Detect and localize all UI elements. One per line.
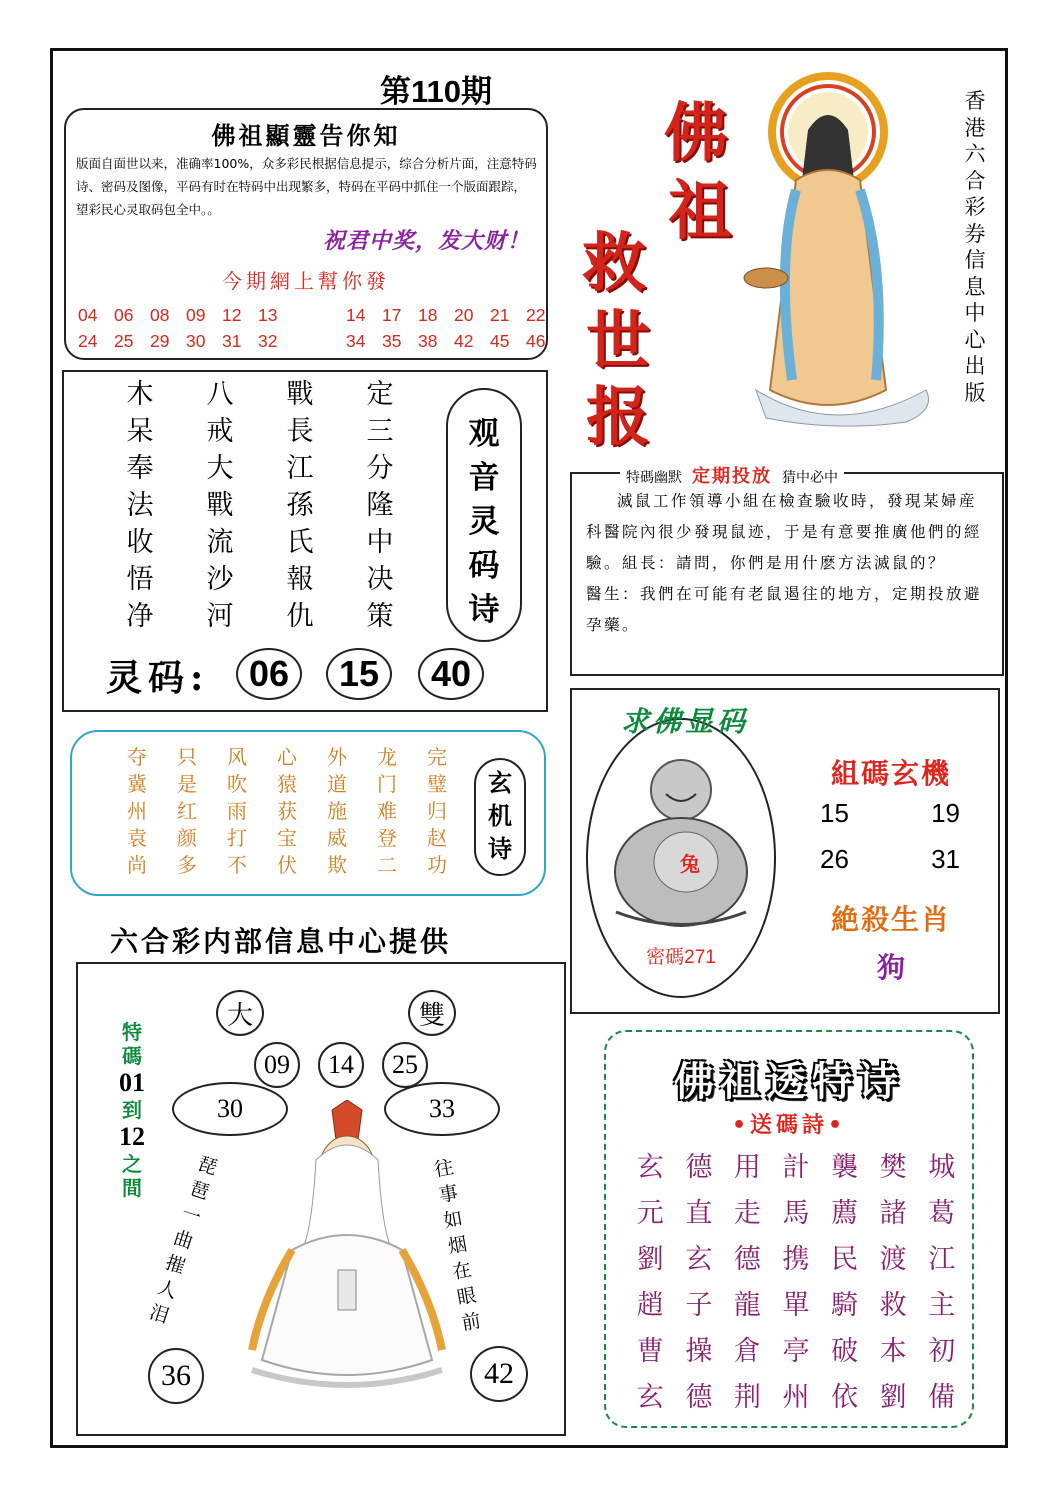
poem-char: 樊 [879, 1152, 907, 1183]
top-number: 09 [254, 1042, 300, 1088]
number-cell: 09 [186, 305, 206, 325]
label-char: 音 [468, 460, 500, 496]
poem-char: 不 [227, 853, 247, 877]
poem-char: 曹 [636, 1336, 664, 1367]
poem-char: 氏 [286, 527, 314, 558]
poem-char: 荆 [733, 1382, 761, 1413]
poem-char: 烟 [446, 1233, 469, 1259]
publisher-char: 心 [964, 327, 986, 352]
poem-char: 報 [286, 564, 314, 595]
poem-char: 袁 [127, 826, 147, 850]
poem-char: 心 [277, 745, 297, 769]
poem-char: 如 [441, 1207, 465, 1233]
buddha-belly-char: 兔 [680, 852, 700, 876]
poem-char: 戰 [206, 490, 234, 521]
poem-char: 净 [126, 601, 154, 632]
publisher-char: 香 [964, 89, 986, 113]
poem-char: 本 [879, 1336, 907, 1367]
poem-char: 三 [366, 416, 394, 447]
poem-char: 德 [733, 1244, 761, 1275]
poem-char: 门 [377, 772, 397, 796]
poem-char: 八 [206, 379, 234, 410]
poem-char: 冀 [127, 772, 147, 796]
poem-char: 亭 [782, 1336, 810, 1367]
poem-char: 道 [327, 772, 347, 796]
poem-char: 計 [782, 1152, 810, 1183]
poem-char: 功 [427, 853, 447, 877]
poem-char: 劉 [636, 1244, 664, 1275]
title-char-jiu: 救 [582, 226, 646, 301]
lingma-number: 06 [236, 648, 302, 700]
poem-char: 倉 [733, 1336, 761, 1367]
poem-char: 猿 [277, 772, 297, 796]
poem-char: 琶 [186, 1177, 212, 1205]
title-char-shi: 世 [586, 304, 650, 379]
poem-char: 宝 [277, 826, 297, 850]
tema-range [110, 1020, 154, 1200]
number-cell: 24 [78, 331, 98, 351]
poem-char: 完 [427, 745, 447, 769]
left-number-oval: 30 [172, 1082, 288, 1136]
joke-head-right: 猜中必中 [782, 470, 838, 486]
poem-char: 悟 [126, 564, 154, 595]
poem-char: 沙 [206, 564, 234, 595]
number-cell: 32 [258, 331, 278, 351]
poem-char: 难 [377, 799, 397, 823]
number-cell: 31 [222, 331, 242, 351]
poem-char: 获 [277, 799, 297, 823]
poem-char: 曲 [170, 1226, 196, 1254]
joke-paragraph: 滅鼠工作領導小組在檢查驗收時，發現某婦産科醫院內很少發現鼠迹，于是有意要推廣他們的經驗。組長：請問，你們是用什麽方法滅鼠的？ [586, 492, 983, 572]
publisher-char: 中 [964, 301, 986, 325]
poem-char: 元 [636, 1198, 664, 1229]
poem-char: 收 [126, 527, 154, 558]
tema-char: 之 [122, 1152, 142, 1176]
poem-char: 事 [437, 1181, 460, 1207]
tema-to: 12 [119, 1122, 145, 1151]
poem-char: 红 [177, 799, 197, 823]
title-char-bao: 报 [586, 380, 650, 455]
poem-char: 欺 [327, 853, 347, 877]
lingma-number: 40 [418, 648, 484, 700]
poem-char: 是 [177, 772, 197, 796]
top-number: 25 [382, 1042, 428, 1088]
poem-char: 救 [879, 1290, 907, 1321]
zuma-number: 31 [931, 844, 960, 874]
poem-char: 流 [206, 527, 234, 558]
zuma-row-2 [820, 844, 960, 875]
label-char: 机 [488, 801, 512, 830]
poem-char: 單 [782, 1290, 810, 1321]
tema-char: 特 [122, 1020, 142, 1044]
poem-char: 前 [459, 1309, 483, 1335]
poem-char: 趙 [636, 1290, 664, 1321]
poem-char: 州 [127, 799, 147, 823]
publisher-char: 信 [964, 248, 986, 272]
poem-char: 破 [831, 1336, 859, 1367]
guanyin-standing-image [736, 60, 946, 430]
poem-char: 江 [928, 1244, 956, 1275]
tema-char: 碼 [122, 1044, 142, 1068]
zuma-number: 19 [931, 798, 960, 828]
joke-text [586, 486, 990, 641]
joke-header [620, 462, 844, 488]
poem-char: 携 [782, 1244, 810, 1275]
guanyin-poem-grid [100, 380, 420, 632]
da-circle: 大 [216, 990, 264, 1036]
zuma-number: 26 [820, 844, 849, 874]
poem-char: 只 [177, 745, 197, 769]
poem-char: 吹 [227, 772, 247, 796]
poem-char: 葛 [928, 1198, 956, 1229]
poem-char: 龍 [733, 1290, 761, 1321]
label-char: 观 [468, 416, 500, 452]
poem-char: 打 [227, 826, 247, 850]
number-cell: 21 [490, 305, 510, 325]
poem-char: 颜 [177, 826, 197, 850]
poem-char: 大 [206, 453, 234, 484]
label-char: 诗 [488, 834, 512, 863]
poem-char: 登 [377, 826, 397, 850]
number-cell: 38 [418, 331, 438, 351]
poem-char: 薦 [831, 1198, 859, 1229]
number-cell: 25 [114, 331, 134, 351]
joke-paragraph: 醫生：我們在可能有老鼠遏往的地方，定期投放避孕藥。 [586, 585, 983, 634]
number-cell: 08 [150, 305, 170, 325]
title-char-zu: 祖 [668, 174, 732, 249]
poem-char: 奉 [126, 453, 154, 484]
poem-char: 用 [733, 1152, 761, 1183]
juesha-title: 絶殺生肖 [830, 903, 951, 936]
number-cell: 30 [186, 331, 206, 351]
poem-char: 玄 [636, 1382, 664, 1413]
number-cell: 06 [114, 305, 134, 325]
publisher-char: 六 [964, 142, 986, 166]
publisher-char: 券 [964, 221, 986, 246]
poem-char: 初 [928, 1336, 956, 1367]
poem-char: 主 [928, 1290, 956, 1321]
xuanji-label [474, 766, 526, 865]
songma-subtitle: •送碼詩• [731, 1113, 847, 1138]
number-cell: 12 [222, 305, 242, 325]
poem-char: 往 [432, 1156, 456, 1182]
bottom-right-number: 42 [470, 1346, 528, 1402]
poem-char: 江 [286, 453, 314, 484]
tete-title: 佛祖透特诗 [674, 1058, 904, 1105]
poem-char: 直 [685, 1198, 713, 1229]
poem-char: 操 [685, 1336, 713, 1367]
wish-text: 祝君中奖，发大财！ [322, 229, 530, 254]
poem-char: 戒 [206, 416, 234, 447]
poem-char: 人 [154, 1276, 180, 1304]
publisher-vertical [958, 88, 992, 406]
poem-char: 施 [327, 799, 347, 823]
poem-char: 定 [366, 379, 394, 410]
zuma-number: 15 [820, 798, 849, 828]
number-cell: 42 [454, 331, 474, 351]
publisher-char: 港 [964, 115, 986, 140]
poem-char: 归 [427, 799, 447, 823]
poem-char: 子 [685, 1290, 713, 1321]
poem-char: 依 [831, 1382, 859, 1413]
poem-char: 民 [831, 1244, 859, 1275]
poem-char: 渡 [879, 1244, 907, 1275]
number-cell: 20 [454, 305, 474, 325]
joke-head-title: 定期投放 [692, 466, 772, 487]
right-number-oval: 33 [384, 1082, 500, 1136]
poem-char: 眼 [455, 1284, 478, 1310]
poem-char: 呆 [126, 416, 154, 447]
intro-text: 版面自面世以来，准确率100%，众多彩民根据信息提示，综合分析片面，注意特码诗、密码及图像，平码有时在特码中出现繁多，特码在平码中抓住一个版面跟踪，望彩民心灵取码包全中。。 [76, 156, 537, 217]
poem-char: 尚 [127, 853, 147, 877]
poem-char: 雨 [227, 799, 247, 823]
tema-char: 到 [122, 1098, 142, 1122]
poem-char: 備 [928, 1382, 956, 1413]
poem-char: 玄 [685, 1244, 713, 1275]
number-cell: 45 [490, 331, 510, 351]
publisher-char: 彩 [964, 195, 986, 219]
poem-char: 襲 [831, 1152, 859, 1183]
number-cell: 29 [150, 331, 170, 351]
tete-poem-grid [626, 1152, 966, 1414]
poem-char: 分 [366, 453, 394, 484]
label-char: 灵 [468, 504, 500, 540]
issue-number: 第110期 [380, 74, 493, 109]
poem-char: 摧 [162, 1251, 188, 1279]
title-char-fo: 佛 [664, 96, 728, 171]
poem-char: 赵 [427, 826, 447, 850]
xuanji-poem-grid [112, 746, 462, 877]
poem-char: 多 [177, 853, 197, 877]
tema-from: 01 [119, 1068, 145, 1097]
poem-char: 二 [377, 853, 397, 877]
numbers-row-1 [78, 305, 562, 326]
poem-char: 州 [782, 1382, 810, 1413]
poem-char: 玄 [636, 1152, 664, 1183]
number-cell: 22 [526, 305, 546, 325]
poem-char: 木 [126, 379, 154, 410]
poem-char: 璧 [427, 772, 447, 796]
number-cell: 34 [346, 331, 366, 351]
provider-text: 六合彩内部信息中心提供 [110, 925, 452, 958]
label-char: 诗 [468, 592, 500, 628]
poem-char: 城 [928, 1152, 956, 1183]
laughing-buddha-image [606, 752, 756, 932]
poem-char: 策 [366, 601, 394, 632]
poem-char: 孫 [286, 490, 314, 521]
poem-char: 河 [206, 601, 234, 632]
poem-char: 在 [450, 1258, 474, 1284]
poem-char: 一 [178, 1202, 204, 1229]
poem-char: 德 [685, 1152, 713, 1183]
joke-head-left: 特碼幽默 [626, 470, 682, 486]
intro-title: 佛祖顯靈告你知 [211, 122, 401, 150]
publisher-char: 版 [964, 380, 986, 405]
number-cell: 14 [346, 305, 366, 325]
numbers-row-2 [78, 331, 562, 352]
zuma-title: 組碼玄機 [830, 757, 951, 790]
number-cell: 46 [526, 331, 546, 351]
guanyin-seated-image [232, 1100, 462, 1400]
poem-char: 長 [286, 416, 314, 447]
poem-char: 隆 [366, 490, 394, 521]
publisher-char: 合 [964, 168, 986, 193]
top-number: 14 [318, 1042, 364, 1088]
mima-text: 密碼271 [646, 947, 716, 968]
poem-char: 諸 [879, 1198, 907, 1229]
poem-char: 龙 [377, 745, 397, 769]
poem-char: 决 [366, 564, 394, 595]
publisher-char: 出 [964, 354, 986, 378]
juesha-value: 狗 [876, 951, 905, 984]
qiufo-title: 求佛显码 [620, 705, 749, 738]
poem-char: 伏 [277, 853, 297, 877]
poem-char: 德 [685, 1382, 713, 1413]
guanyin-poem-label [446, 412, 522, 632]
label-char: 码 [468, 548, 500, 584]
number-cell: 04 [78, 305, 98, 325]
poem-char: 威 [327, 826, 347, 850]
number-cell: 18 [418, 305, 438, 325]
tema-char: 間 [122, 1176, 142, 1200]
poem-char: 中 [366, 527, 394, 558]
poem-char: 外 [327, 745, 347, 769]
poem-char: 馬 [782, 1198, 810, 1229]
number-cell: 35 [382, 331, 402, 351]
zuma-row-1 [820, 798, 960, 829]
bottom-left-number: 36 [148, 1348, 204, 1404]
poem-char: 琵 [194, 1152, 220, 1180]
poem-char: 风 [227, 745, 247, 769]
help-title: 今期網上幫你發 [222, 269, 390, 293]
lingma-number: 15 [326, 648, 392, 700]
poem-char: 夺 [127, 745, 147, 769]
lingma-label: 灵码: [106, 657, 210, 699]
shuang-circle: 雙 [408, 990, 456, 1036]
publisher-char: 息 [964, 274, 986, 299]
poem-char: 騎 [831, 1290, 859, 1321]
number-cell: 13 [258, 305, 278, 325]
poem-char: 法 [126, 490, 154, 521]
poem-char: 劉 [879, 1382, 907, 1413]
label-char: 玄 [488, 768, 512, 797]
poem-char: 泪 [146, 1301, 172, 1328]
poem-char: 戰 [286, 379, 314, 410]
poem-char: 仇 [286, 601, 314, 632]
poem-char: 走 [733, 1198, 761, 1229]
number-cell: 17 [382, 305, 402, 325]
